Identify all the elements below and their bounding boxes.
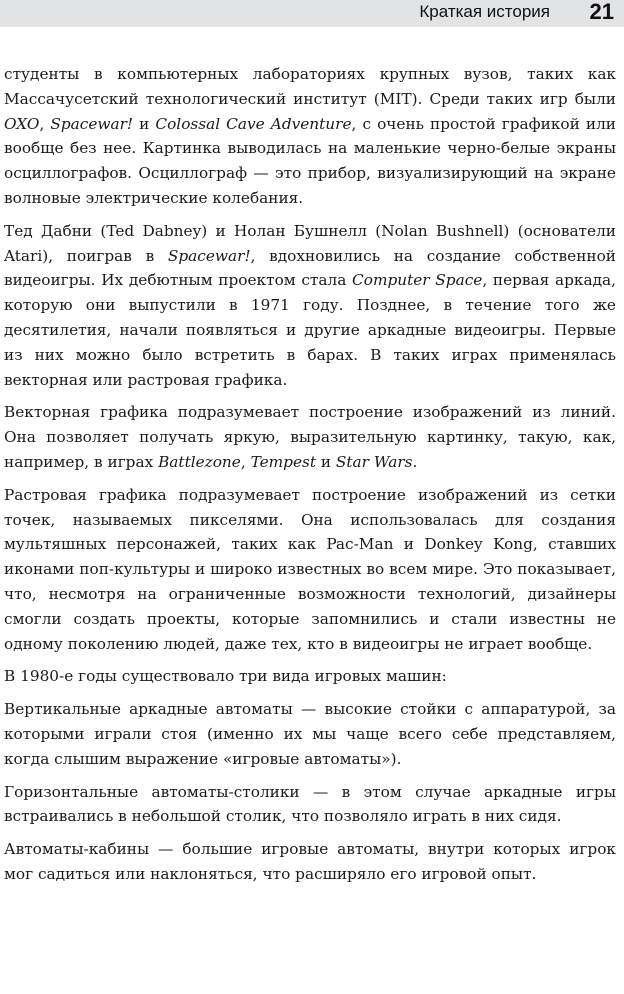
text-run: Горизонтальные автоматы-столики — в этом случае аркадные игры встраивались в небольшой столик, что позволяло играть в них сидя. xyxy=(4,782,616,826)
paragraph xyxy=(4,62,616,211)
text-run: Автоматы-кабины — большие игровые автоматы, внутри которых игрок мог садиться или наклоняться, что расширяло его игровой опыт. xyxy=(4,840,616,883)
text-run: , xyxy=(39,114,51,133)
paragraph xyxy=(4,697,616,771)
italic-title: Computer Space xyxy=(352,271,483,290)
italic-title: Spacewar! xyxy=(50,114,134,133)
text-run: и xyxy=(316,452,336,471)
text-run: , первая аркада, которую они выпустили в 1971 году. Позднее, в течение того же десятилетия, начали появляться и другие аркадные видеоигры. Первые из них можно было встретить в барах. В таких играх применялась векторная или растровая графика. xyxy=(4,271,616,389)
italic-title: Colossal Cave Adventure xyxy=(155,114,352,133)
paragraph xyxy=(4,664,616,689)
paragraph xyxy=(4,219,616,393)
text-run: В 1980-е годы существовало три вида игровых машин: xyxy=(4,667,447,686)
text-run: , xyxy=(240,452,251,471)
text-run: , вдохновились на создание собственной видеоигры. Их дебютным проектом стала xyxy=(4,246,616,290)
text-run: студенты в компьютерных лабораториях крупных вузов, таких как Массачусетский технологический институт (MIT). Среди таких игр были xyxy=(4,65,616,108)
text-run: и xyxy=(133,114,156,133)
italic-title: Battlezone xyxy=(158,452,241,471)
italic-title: Star Wars xyxy=(335,452,413,471)
italic-title: Spacewar! xyxy=(167,246,251,265)
paragraph xyxy=(4,837,616,887)
text-run: , с очень простой графикой или вообще без нее. Картинка выводилась на маленькие черно-белые экраны осциллографов. Осциллограф — это прибор, визуализирующий на экране волновые электрические колебания. xyxy=(4,114,616,207)
text-run: Векторная графика подразумевает построение изображений из линий. Она позволяет получать яркую, выразительную картинку, такую, как, например, в играх xyxy=(4,403,616,471)
chapter-title: Краткая история xyxy=(419,2,550,21)
page-number: 21 xyxy=(589,0,614,24)
paragraph xyxy=(4,400,616,474)
text-run: . xyxy=(412,452,418,471)
running-header xyxy=(0,0,624,27)
italic-title: OXO xyxy=(4,114,40,133)
text-run: Тед Дабни (Ted Dabney) и Нолан Бушнелл (Nolan Bushnell) (основатели Atari), поиграв в xyxy=(4,221,616,265)
body-text xyxy=(4,62,616,895)
italic-title: Tempest xyxy=(250,452,316,471)
paragraph xyxy=(4,780,616,830)
paragraph xyxy=(4,483,616,657)
text-run: Вертикальные аркадные автоматы — высокие стойки с аппаратурой, за которыми играли стоя (именно их мы чаще всего себе представляем, когда слышим выражение «игровые автоматы»). xyxy=(4,700,616,768)
text-run: Растровая графика подразумевает построение изображений из сетки точек, называемых пикселями. Она использовалась для создания мультяшных персонажей, таких как Pac-Man и Donkey Kong, ставших иконами поп-культуры и широко известных во всем мире. Это показывает, что, несмотря на ограниченные возможности технологий, дизайнеры смогли создать проекты, которые запомнились и стали известны не одному поколению людей, даже тех, кто в видеоигры не играет вообще. xyxy=(4,485,616,653)
